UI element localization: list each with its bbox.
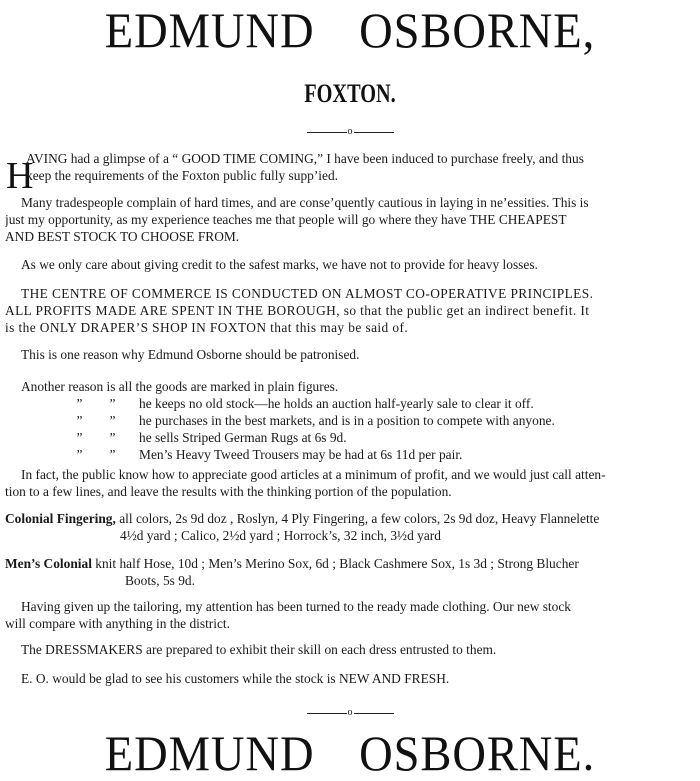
divider-rule-left	[307, 713, 347, 714]
divider-rule-left	[307, 132, 347, 133]
tailoring-paragraph	[5, 598, 695, 632]
intro-paragraph	[26, 150, 695, 184]
masthead-name	[25, 2, 676, 58]
hose-item	[5, 555, 695, 589]
masthead-first-name: EDMUND	[104, 2, 315, 58]
hose-line-2: Boots, 5s 9d.	[125, 573, 195, 588]
reasons-list	[5, 378, 695, 463]
hose-line-1: Men’s Colonial knit half Hose, 10d ; Men’s Merino Sox, 6d ; Black Cashmere Sox, 1s 3d ; Strong Blucher	[5, 556, 579, 571]
town-heading: FOXTON.	[304, 79, 396, 108]
commerce-line-3: is the ONLY DRAPER’S SHOP IN FOXTON that this may be said of.	[5, 320, 409, 335]
masthead-last-name: OSBORNE,	[359, 2, 596, 58]
hose-label: Men’s Colonial	[5, 556, 92, 571]
divider-ornament: o	[347, 126, 353, 137]
credit-line: As we only care about giving credit to the safest marks, we have not to provide for heavy losses.	[21, 257, 538, 272]
divider-bottom	[0, 707, 700, 719]
reason-line: This is one reason why Edmund Osborne should be patronised.	[21, 347, 360, 362]
traders-line-3: AND BEST STOCK TO CHOOSE FROM.	[5, 229, 240, 244]
commerce-paragraph	[5, 285, 695, 336]
divider-rule-right	[354, 713, 394, 714]
fingering-item	[5, 510, 695, 544]
fact-line-1: In fact, the public know how to appreciate good articles at a minimum of profit, and we would just call atten-	[21, 467, 606, 482]
commerce-line-1: THE CENTRE OF COMMERCE IS CONDUCTED ON ALMOST CO-OPERATIVE PRINCIPLES.	[21, 286, 594, 301]
footer-last-name: OSBORNE.	[359, 725, 596, 781]
dressmakers-line: The DRESSMAKERS are prepared to exhibit their skill on each dress entrusted to them.	[21, 642, 497, 657]
intro-line-1: AVING had a glimpse of a “ GOOD TIME COMING,” I have been induced to purchase freely, and thus	[26, 151, 584, 166]
divider-top	[0, 126, 700, 138]
intro-line-2: keep the requirements of the Foxton public fully supp’ied.	[26, 168, 339, 183]
fact-line-2: tion to a few lines, and leave the results with the thinking portion of the population.	[5, 484, 452, 499]
dressmakers-paragraph	[5, 641, 695, 658]
reason-paragraph	[5, 346, 695, 363]
customers-line: E. O. would be glad to see his customers while the stock is NEW AND FRESH.	[21, 671, 450, 686]
credit-paragraph	[5, 256, 695, 273]
divider-ornament: o	[347, 707, 353, 718]
reasons-item-1: ” ” he keeps no old stock—he holds an auction half-yearly sale to clear it off.	[76, 396, 534, 411]
tailoring-line-2: will compare with anything in the district.	[5, 616, 230, 631]
drop-cap: H	[6, 155, 34, 197]
footer-first-name: EDMUND	[104, 725, 315, 781]
commerce-line-2: ALL PROFITS MADE ARE SPENT IN THE BOROUGH, so that the public get an indirect benefit. It	[5, 303, 590, 318]
fingering-line-1: Colonial Fingering, all colors, 2s 9d doz , Roslyn, 4 Ply Fingering, a few colors, 2s 9d doz, Heavy Flannelette	[5, 511, 600, 526]
tailoring-line-1: Having given up the tailoring, my attention has been turned to the ready made clothing. Our new stock	[21, 599, 571, 614]
reasons-item-4: ” ” Men’s Heavy Tweed Trousers may be had at 6s 11d per pair.	[76, 447, 463, 462]
footer-name	[25, 725, 676, 781]
reasons-item-3: ” ” he sells Striped German Rugs at 6s 9d.	[76, 430, 347, 445]
traders-line-1: Many tradespeople complain of hard times, and are conse’quently cautious in laying in ne’essities. This is	[21, 195, 589, 210]
fingering-label: Colonial Fingering,	[5, 511, 116, 526]
reasons-item-2: ” ” he purchases in the best markets, and is in a position to compete with anyone.	[76, 413, 555, 428]
divider-rule-right	[354, 132, 394, 133]
traders-paragraph	[5, 194, 695, 245]
fact-paragraph	[5, 466, 695, 500]
traders-line-2: just my opportunity, as my experience teaches me that people will go where they have THE CHEAPEST	[5, 212, 567, 227]
reasons-lead: Another reason is all the goods are marked in plain figures.	[21, 379, 339, 394]
fingering-line-2: 4½d yard ; Calico, 2½d yard ; Horrock’s, 32 inch, 3½d yard	[120, 528, 441, 543]
customers-paragraph	[5, 670, 695, 687]
